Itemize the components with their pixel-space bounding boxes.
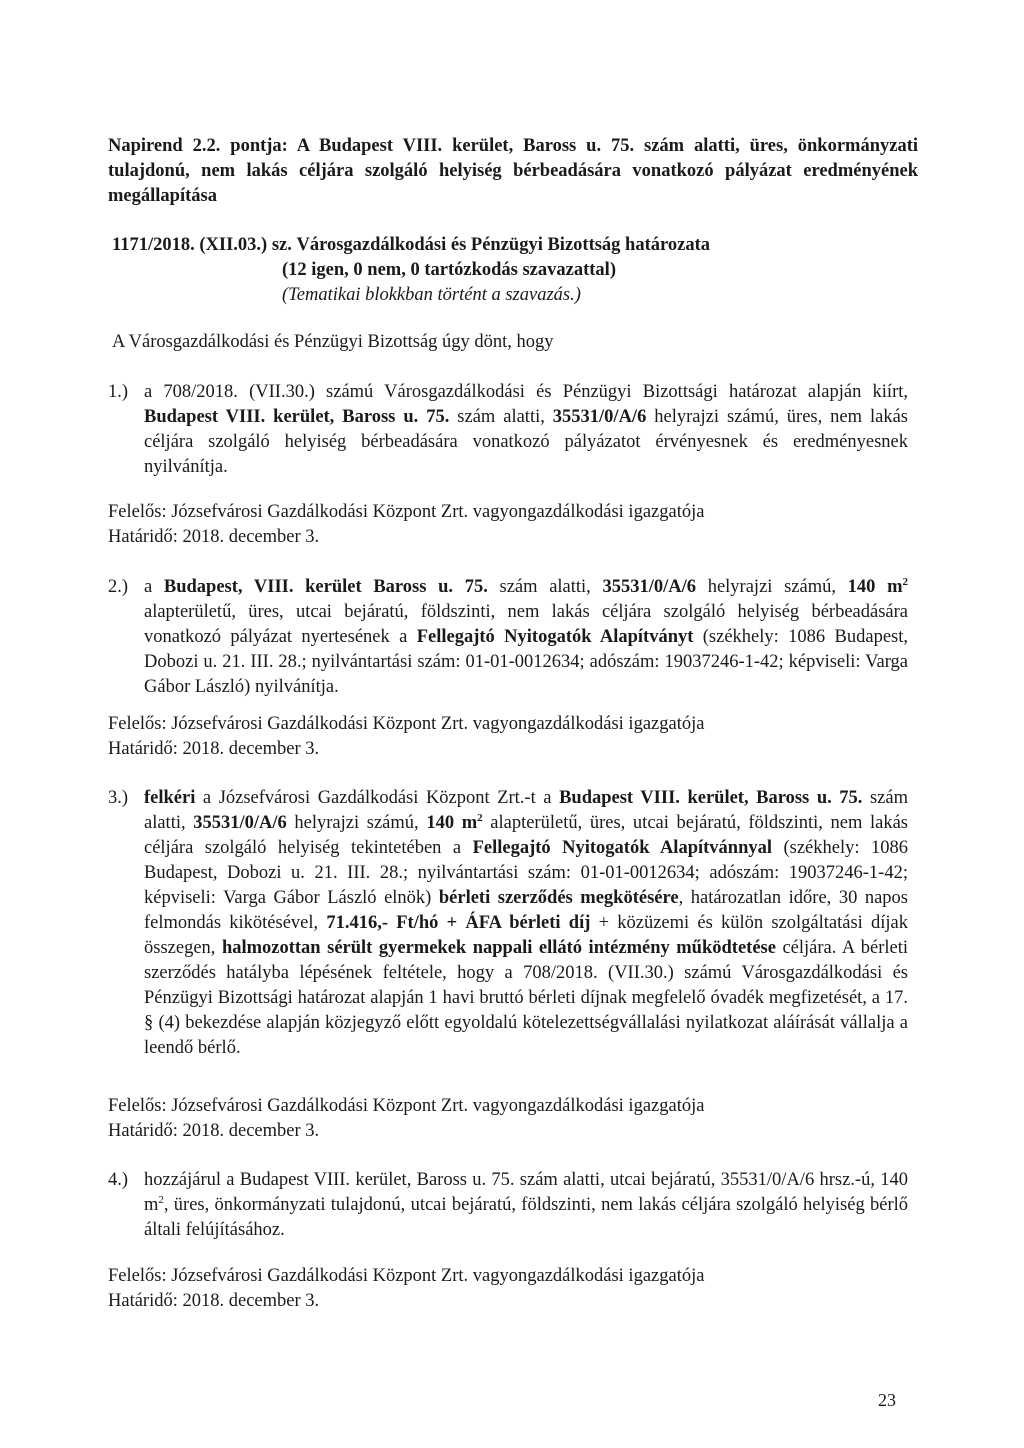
- item-number: 2.): [108, 577, 129, 597]
- deadline: Határidő: 2018. december 3.: [108, 527, 320, 547]
- responsibility-block-2: [108, 712, 908, 762]
- resolution-details: [282, 258, 902, 308]
- resolution-number-line: [112, 233, 912, 258]
- item-text: a Budapest, VIII. kerület Baross u. 75. szám alatti, 35531/0/A/6 helyrajzi számú, 140 $m^2$ alapterületű, üres, utcai bejáratú, földszinti, nem lakás céljára szolgáló helyiség bérbeadására vonatkozó pályázat nyertesének a Fellegajtó Nyitogatók Alapítványt (székhely: 1086 Budapest, Dobozi u. 21. III. 28.; nyilvántartási szám: 01-01-0012634; adószám: 19037246-1-42; képviseli: Varga Gábor László) nyilvánítja.: [144, 575, 909, 697]
- resolution-title: Városgazdálkodási és Pénzügyi Bizottság határozata: [296, 235, 711, 255]
- item-text: hozzájárul a Budapest VIII. kerület, Baross u. 75. szám alatti, utcai bejáratú, 35531/0/A/6 hrsz.-ú, 140 $m^2$, üres, önkormányzati tulajdonú, utcai bejáratú, földszinti, nem lakás céljára szolgáló helyiség bérlő általi felújításához.: [144, 1170, 908, 1240]
- agenda-heading: Napirend 2.2. pontja: A Budapest VIII. kerület, Baross u. 75. szám alatti, üres, önkormányzati tulajdonú, nem lakás céljára szolgáló helyiség bérbeadására vonatkozó pályázat eredményének megállapítása: [108, 136, 918, 206]
- responsibility-block-3: [108, 1094, 908, 1144]
- responsibility-block-4: [108, 1264, 908, 1314]
- deadline: Határidő: 2018. december 3.: [108, 1291, 320, 1311]
- item-number: 3.): [108, 788, 129, 808]
- vote-note: (Tematikai blokkban történt a szavazás.): [282, 285, 581, 305]
- item-number: 1.): [108, 382, 129, 402]
- decision-item-1: [108, 380, 908, 480]
- responsibility-block-1: [108, 500, 908, 550]
- responsible-party: Felelős: Józsefvárosi Gazdálkodási Központ Zrt. vagyongazdálkodási igazgatója: [108, 1266, 705, 1286]
- responsible-party: Felelős: Józsefvárosi Gazdálkodási Központ Zrt. vagyongazdálkodási igazgatója: [108, 714, 705, 734]
- page-number: 23: [878, 1390, 896, 1410]
- item-number: 4.): [108, 1170, 129, 1190]
- resolution-number: 1171/2018. (XII.03.) sz.: [112, 235, 292, 255]
- decision-item-3: [108, 786, 908, 1061]
- item-text: felkéri a Józsefvárosi Gazdálkodási Központ Zrt.-t a Budapest VIII. kerület, Baross u. 75. szám alatti, 35531/0/A/6 helyrajzi számú, 140 $m^2$ alapterületű, üres, utcai bejáratú, földszinti, nem lakás céljára szolgáló helyiség tekintetében a Fellegajtó Nyitogatók Alapítvánnyal (székhely: 1086 Budapest, Dobozi u. 21. III. 28.; nyilvántartási szám: 01-01-0012634; adószám: 19037246-1-42; képviseli: Varga Gábor László elnök) bérleti szerződés megkötésére, határozatlan időre, 30 napos felmondás kikötésével, 71.416,- Ft/hó + ÁFA bérleti díj + közüzemi és külön szolgáltatási díjak összegen, halmozottan sérült gyermekek nappali ellátó intézmény működtetése céljára. A bérleti szerződés hatályba lépésének feltétele, hogy a 708/2018. (VII.30.) számú Városgazdálkodási és Pénzügyi Bizottsági határozat alapján 1 havi bruttó bérleti díjnak megfelelő óvadék megfizetését, a 17. § (4) bekezdése alapján közjegyző előtt egyoldalú kötelezettségvállalási nyilatkozat aláírását vállalja a leendő bérlő.: [144, 788, 909, 1058]
- deadline: Határidő: 2018. december 3.: [108, 1121, 320, 1141]
- decision-item-4: [108, 1168, 908, 1243]
- decision-intro: A Városgazdálkodási és Pénzügyi Bizottság úgy dönt, hogy: [112, 332, 554, 352]
- item-text: a 708/2018. (VII.30.) számú Városgazdálkodási és Pénzügyi Bizottsági határozat alapján kiírt, Budapest VIII. kerület, Baross u. 75. szám alatti, 35531/0/A/6 helyrajzi számú, üres, nem lakás céljára szolgáló helyiség bérbeadására vonatkozó pályázatot érvényesnek és eredményesnek nyilvánítja.: [144, 382, 908, 477]
- vote-count: (12 igen, 0 nem, 0 tartózkodás szavazattal): [282, 260, 616, 280]
- deadline: Határidő: 2018. december 3.: [108, 739, 320, 759]
- responsible-party: Felelős: Józsefvárosi Gazdálkodási Központ Zrt. vagyongazdálkodási igazgatója: [108, 502, 705, 522]
- decision-item-2: [108, 575, 908, 700]
- responsible-party: Felelős: Józsefvárosi Gazdálkodási Központ Zrt. vagyongazdálkodási igazgatója: [108, 1096, 705, 1116]
